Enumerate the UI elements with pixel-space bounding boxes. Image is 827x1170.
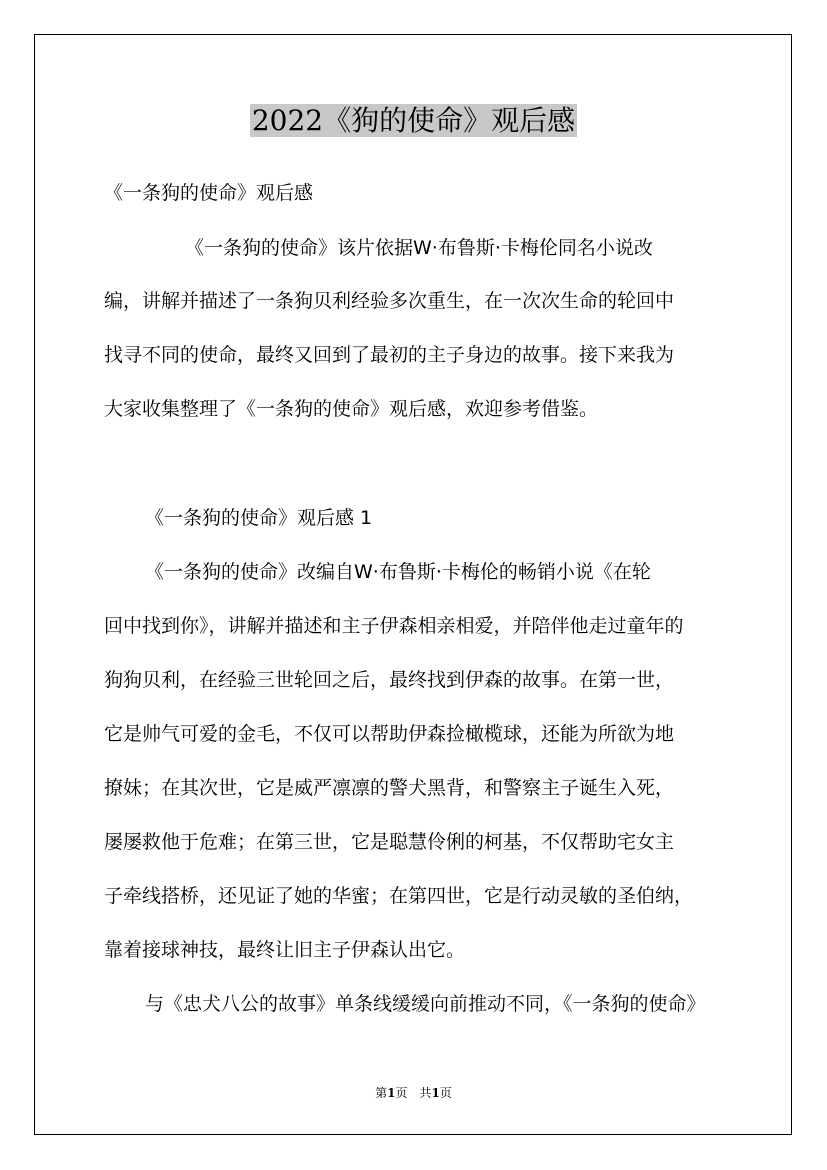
para2-line-1: 与《忠犬八公的故事》单条线缓缓向前推动不同，《一条狗的使命》 <box>145 993 706 1015</box>
intro-line-2: 编，讲解并描述了一条狗贝利经验多次重生，在一次次生命的轮回中 <box>104 290 675 312</box>
para1-line-3: 狗狗贝利，在经验三世轮回之后，最终找到伊森的故事。在第一世， <box>104 669 675 691</box>
para1-line-5: 撩妹；在其次世，它是威严凛凛的警犬黑背，和警察主子诞生入死， <box>104 777 675 799</box>
footer-suffix: 页 <box>439 1086 452 1100</box>
para1-line-7: 子牵线搭桥，还见证了她的华蜜；在第四世，它是行动灵敏的圣伯纳， <box>104 885 694 907</box>
footer-total-pages: 1 <box>431 1086 440 1100</box>
subtitle: 《一条狗的使命》观后感 <box>104 182 314 204</box>
intro-line-1: 《一条狗的使命》该片依据W·布鲁斯·卡梅伦同名小说改 <box>185 237 653 259</box>
footer-page-number: 1 <box>387 1086 396 1100</box>
document-title <box>0 100 827 142</box>
para1-line-8: 靠着接球神技，最终让旧主子伊森认出它。 <box>104 939 466 961</box>
para1-line-1: 《一条狗的使命》改编自W·布鲁斯·卡梅伦的畅销小说《在轮 <box>145 561 651 583</box>
intro-line-4: 大家收集整理了《一条狗的使命》观后感，欢迎参考借鉴。 <box>104 398 599 420</box>
para1-line-6: 屡屡救他于危难；在第三世，它是聪慧伶俐的柯基，不仅帮助宅女主 <box>104 831 675 853</box>
section-heading: 《一条狗的使命》观后感 1 <box>145 507 373 529</box>
para1-line-2: 回中找到你》，讲解并描述和主子伊森相亲相爱，并陪伴他走过童年的 <box>104 615 684 637</box>
para1-line-4: 它是帅气可爱的金毛，不仅可以帮助伊森捡橄榄球，还能为所欲为地 <box>104 723 675 745</box>
footer-prefix: 第 <box>375 1086 388 1100</box>
title-text: 2022《狗的使命》观后感 <box>251 104 576 137</box>
intro-line-3: 找寻不同的使命，最终又回到了最初的主子身边的故事。接下来我为 <box>104 344 675 366</box>
footer-mid: 页 共 <box>395 1086 432 1100</box>
page-footer <box>0 1084 827 1101</box>
